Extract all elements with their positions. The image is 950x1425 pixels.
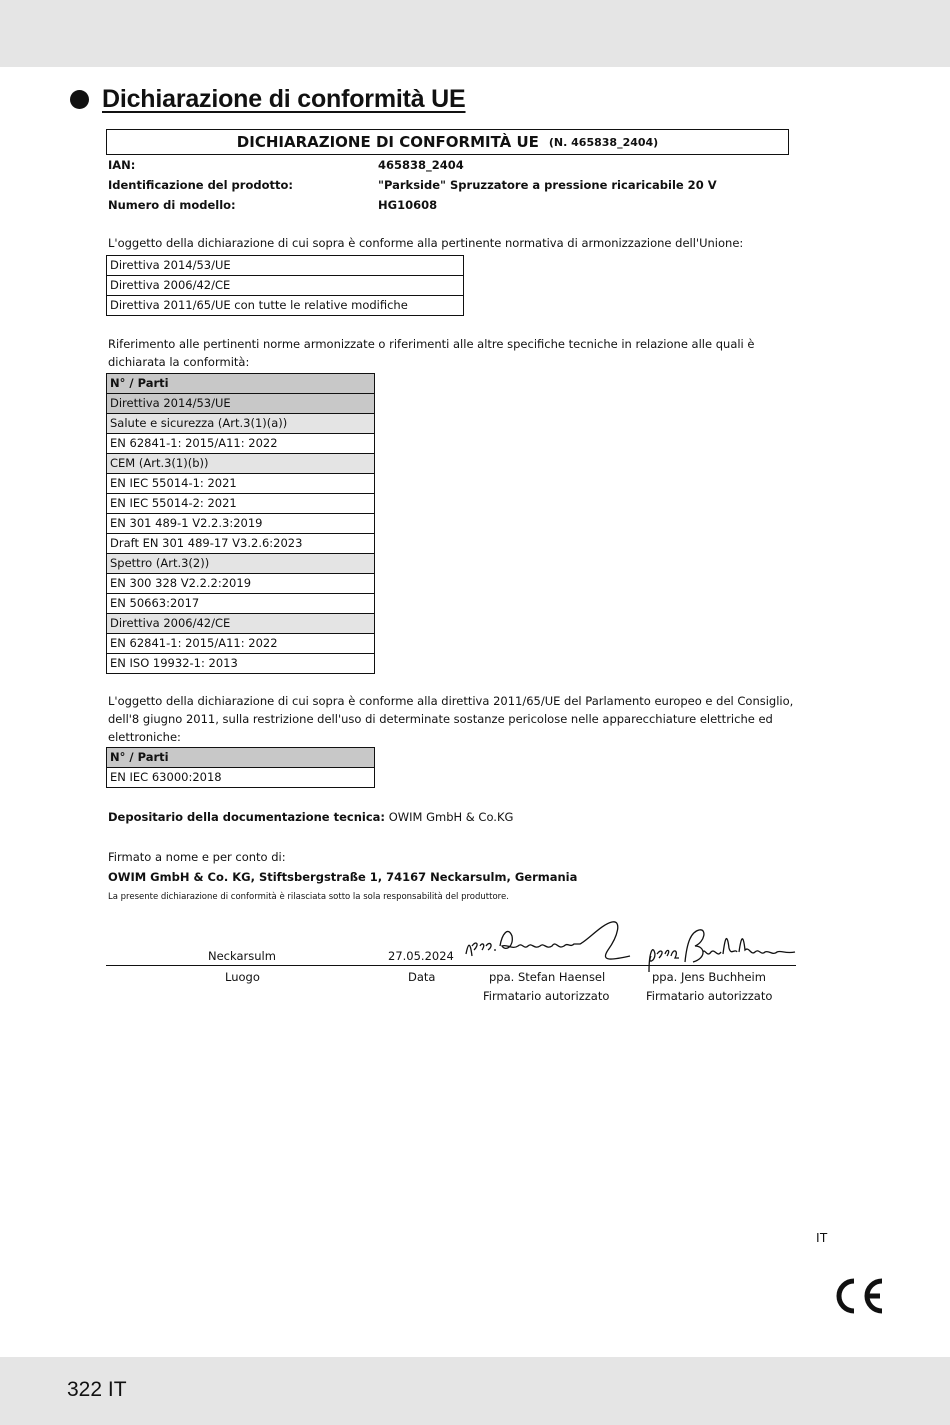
standard-cell: EN IEC 55014-2: 2021 bbox=[107, 494, 375, 514]
table-row bbox=[107, 654, 375, 674]
signed-for-label: Firmato a nome e per conto di: bbox=[108, 850, 286, 864]
table-row bbox=[107, 374, 375, 394]
signatory-2-name: ppa. Jens Buchheim bbox=[652, 970, 766, 984]
table-row bbox=[107, 276, 464, 296]
table-row bbox=[107, 434, 375, 454]
declaration-number: (N. 465838_2404) bbox=[548, 135, 659, 149]
language-tag: IT bbox=[816, 1230, 828, 1245]
signatory-1-role: Firmatario autorizzato bbox=[483, 989, 610, 1003]
signature-place: Neckarsulm bbox=[208, 949, 276, 963]
header-band bbox=[0, 0, 950, 67]
table-row bbox=[107, 554, 375, 574]
standard-cell: EN ISO 19932-1: 2013 bbox=[107, 654, 375, 674]
standard-cell: EN 50663:2017 bbox=[107, 594, 375, 614]
rohs-table bbox=[106, 747, 375, 788]
table-row bbox=[107, 768, 375, 788]
standard-cell: N° / Parti bbox=[107, 748, 375, 768]
page-heading bbox=[70, 84, 466, 114]
signatory-1-name: ppa. Stefan Haensel bbox=[489, 970, 606, 984]
table-row bbox=[107, 748, 375, 768]
table-row bbox=[107, 454, 375, 474]
date-label: Data bbox=[408, 970, 436, 984]
standard-cell: EN 62841-1: 2015/A11: 2022 bbox=[107, 634, 375, 654]
standard-cell: EN 300 328 V2.2.2:2019 bbox=[107, 574, 375, 594]
signature-line bbox=[106, 965, 796, 966]
directive-cell: Direttiva 2006/42/CE bbox=[107, 276, 464, 296]
table-row bbox=[107, 574, 375, 594]
standard-cell: N° / Parti bbox=[107, 374, 375, 394]
standard-cell: EN IEC 55014-1: 2021 bbox=[107, 474, 375, 494]
table-row bbox=[107, 594, 375, 614]
table-row bbox=[107, 414, 375, 434]
ce-mark-icon bbox=[830, 1276, 886, 1316]
declaration-title: DICHIARAZIONE DI CONFORMITÀ UE bbox=[236, 133, 539, 151]
standard-cell: Spettro (Art.3(2)) bbox=[107, 554, 375, 574]
table-row bbox=[107, 534, 375, 554]
page-title: Dichiarazione di conformità UE bbox=[102, 84, 466, 113]
place-label: Luogo bbox=[225, 970, 260, 984]
standard-cell: Salute e sicurezza (Art.3(1)(a)) bbox=[107, 414, 375, 434]
table-row bbox=[107, 614, 375, 634]
field-value-product: "Parkside" Spruzzatore a pressione ricaricabile 20 V bbox=[378, 178, 717, 192]
field-label-ian: IAN: bbox=[108, 158, 136, 172]
field-value-ian: 465838_2404 bbox=[378, 158, 464, 172]
responsibility-note: La presente dichiarazione di conformità è rilasciata sotto la sola responsabilità del produttore. bbox=[108, 892, 509, 902]
tech-doc-value: OWIM GmbH & Co.KG bbox=[388, 810, 514, 824]
bullet-icon bbox=[70, 90, 89, 109]
signatory-2-role: Firmatario autorizzato bbox=[646, 989, 773, 1003]
standard-cell: Draft EN 301 489-17 V3.2.6:2023 bbox=[107, 534, 375, 554]
table-row bbox=[107, 474, 375, 494]
standard-cell: EN 301 489-1 V2.2.3:2019 bbox=[107, 514, 375, 534]
directives-table bbox=[106, 255, 464, 316]
rohs-intro-line-1: L'oggetto della dichiarazione di cui sopra è conforme alla direttiva 2011/65/UE del Parlamento europeo e del Consiglio, bbox=[108, 694, 794, 708]
field-label-product: Identificazione del prodotto: bbox=[108, 178, 293, 192]
signature-haensel-image bbox=[462, 916, 632, 972]
field-value-model: HG10608 bbox=[378, 198, 438, 212]
page-number: 322 IT bbox=[67, 1378, 127, 1401]
directive-cell: Direttiva 2011/65/UE con tutte le relative modifiche bbox=[107, 296, 464, 316]
standards-intro-line-2: dichiarata la conformità: bbox=[108, 355, 250, 369]
tech-doc-line bbox=[108, 810, 513, 824]
standard-cell: CEM (Art.3(1)(b)) bbox=[107, 454, 375, 474]
table-row bbox=[107, 494, 375, 514]
footer-band bbox=[0, 1357, 950, 1425]
rohs-intro-line-2: dell'8 giugno 2011, sulla restrizione dell'uso di determinate sostanze pericolose nelle apparecchiature elettriche ed bbox=[108, 712, 773, 726]
table-row bbox=[107, 296, 464, 316]
standard-cell: EN IEC 63000:2018 bbox=[107, 768, 375, 788]
table-row bbox=[107, 394, 375, 414]
table-row bbox=[107, 514, 375, 534]
company-address: OWIM GmbH & Co. KG, Stiftsbergstraße 1, 74167 Neckarsulm, Germania bbox=[108, 870, 578, 884]
conformity-intro: L'oggetto della dichiarazione di cui sopra è conforme alla pertinente normativa di armonizzazione dell'Unione: bbox=[108, 236, 744, 250]
declaration-title-box bbox=[106, 129, 789, 155]
standards-intro-line-1: Riferimento alle pertinenti norme armonizzate o riferimenti alle altre specifiche tecniche in relazione alle quali è bbox=[108, 337, 755, 351]
table-row bbox=[107, 256, 464, 276]
rohs-intro-line-3: elettroniche: bbox=[108, 730, 181, 744]
tech-doc-label: Depositario della documentazione tecnica: bbox=[108, 810, 386, 824]
table-row bbox=[107, 634, 375, 654]
standard-cell: EN 62841-1: 2015/A11: 2022 bbox=[107, 434, 375, 454]
signature-date: 27.05.2024 bbox=[388, 949, 454, 963]
standard-cell: Direttiva 2014/53/UE bbox=[107, 394, 375, 414]
standard-cell: Direttiva 2006/42/CE bbox=[107, 614, 375, 634]
standards-table bbox=[106, 373, 375, 674]
directive-cell: Direttiva 2014/53/UE bbox=[107, 256, 464, 276]
field-label-model: Numero di modello: bbox=[108, 198, 236, 212]
